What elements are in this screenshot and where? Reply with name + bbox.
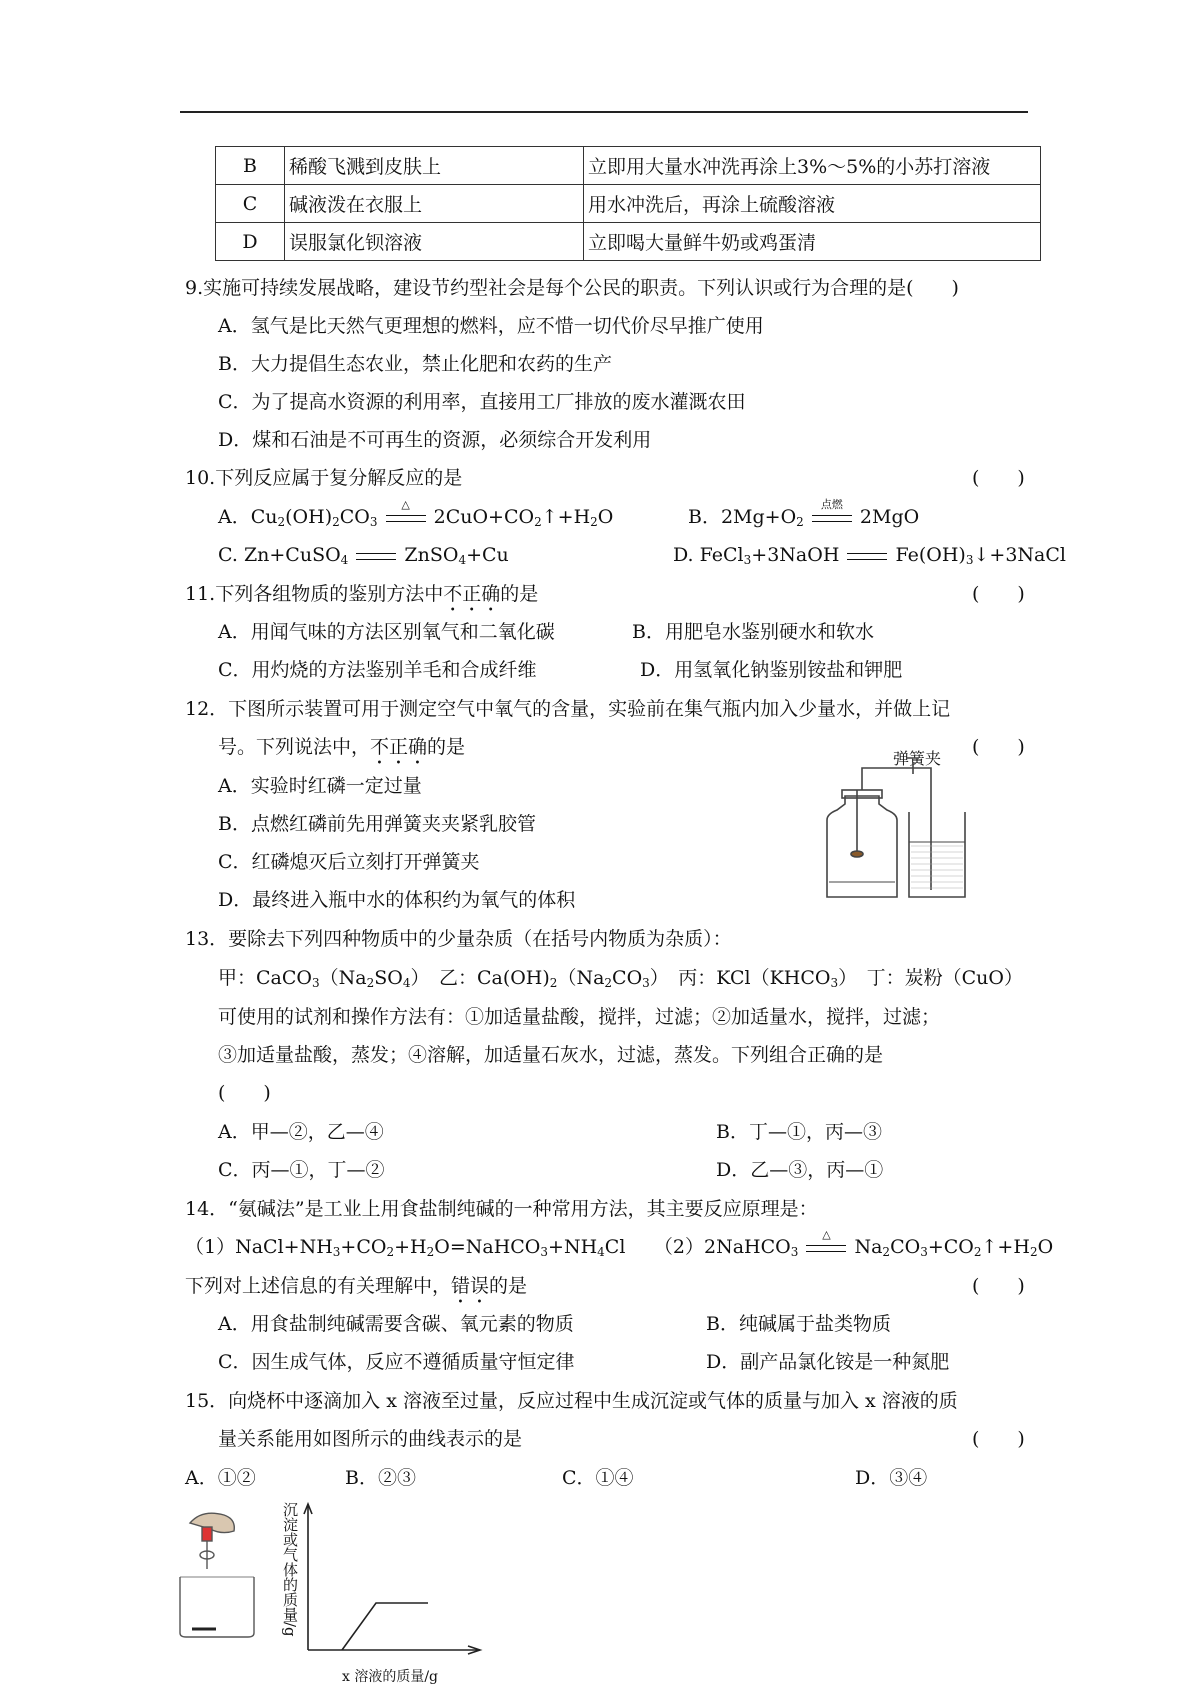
q12-option-b: B．点燃红磷前先用弹簧夹夹紧乳胶管 <box>218 813 536 835</box>
row-key: D <box>216 223 285 261</box>
q14-answer-paren: ( ) <box>972 1275 1025 1297</box>
q13-option-d: D．乙—③，丙—① <box>716 1159 884 1181</box>
q9-option-d: D．煤和石油是不可再生的资源，必须综合开发利用 <box>218 429 652 451</box>
q14-option-b: B．纯碱属于盐类物质 <box>706 1313 891 1335</box>
q13-stem: 13．要除去下列四种物质中的少量杂质（在括号内物质为杂质）： <box>185 928 732 950</box>
q10-option-d: D. FeCl$_3$+3NaOH $Fe(OH)_3↓+3NaCl$ <box>673 544 1066 567</box>
q14-option-d: D．副产品氯化铵是一种氮肥 <box>706 1351 950 1373</box>
row-treatment: 立即用大量水冲洗再涂上3%～5%的小苏打溶液 <box>584 147 1041 185</box>
q13-option-c: C．丙—①，丁—② <box>218 1159 385 1181</box>
row-accident: 碱液泼在衣服上 <box>285 185 584 223</box>
q11-option-c: C．用灼烧的方法鉴别羊毛和合成纤维 <box>218 659 537 681</box>
q11-option-a: A．用闻气味的方法区别氧气和二氧化碳 <box>218 621 555 643</box>
q10-option-a: A．$Cu_2(OH)_2CO_3$ △ $2CuO+CO_2↑+H_2O$ <box>218 498 614 529</box>
q13-methods-line1: 可使用的试剂和操作方法有：①加适量盐酸，搅拌，过滤；②加适量水，搅拌，过滤； <box>218 1006 941 1028</box>
q15-stem-line2: 量关系能用如图所示的曲线表示的是 <box>218 1428 523 1450</box>
row-accident: 误服氯化钡溶液 <box>285 223 584 261</box>
row-key: B <box>216 147 285 185</box>
row-treatment: 立即喝大量鲜牛奶或鸡蛋清 <box>584 223 1041 261</box>
q14-reactions: $(1)NaCl+NH_3+CO_2+H_2O=NaHCO_3+NH_4Cl$ （2）2NaHCO$_3$ △ $Na_2CO_3+CO_2↑+H_2O$ <box>185 1228 1054 1259</box>
q10-stem: 10.下列反应属于复分解反应的是 <box>185 467 463 489</box>
q12-option-d: D．最终进入瓶中水的体积约为氧气的体积 <box>218 889 576 911</box>
row-treatment: 用水冲洗后，再涂上硫酸溶液 <box>584 185 1041 223</box>
q12-answer-paren: ( ) <box>972 736 1025 758</box>
q9-option-b: B．大力提倡生态农业，禁止化肥和农药的生产 <box>218 353 612 375</box>
table-row <box>216 147 1041 185</box>
q12-stem-line2: 号。下列说法中，不正确的是 <box>218 736 466 758</box>
q13-substances: 甲：$CaCO_3(Na_2SO_4)$ 乙：$Ca(OH)_2(Na_2CO_3)$ 丙：$KCl(KHCO_3)$ 丁：炭粉（CuO） <box>218 967 1023 990</box>
q11-option-d: D．用氢氧化钠鉴别铵盐和钾肥 <box>640 659 903 681</box>
spring-clip-label: 弹簧夹 <box>893 749 942 768</box>
q9-option-c: C．为了提高水资源的利用率，直接用工厂排放的废水灌溉农田 <box>218 391 746 413</box>
q13-option-b: B．丁—①，丙—③ <box>716 1121 882 1143</box>
q14-stem-line3: 下列对上述信息的有关理解中，错误的是 <box>185 1275 528 1297</box>
q11-option-b: B．用肥皂水鉴别硬水和软水 <box>632 621 874 643</box>
dropper-beaker-figure <box>172 1505 264 1640</box>
q15-option-d: D．③④ <box>855 1467 928 1489</box>
q15-stem-line1: 15．向烧杯中逐滴加入 x 溶液至过量，反应过程中生成沉淀或气体的质量与加入 x 溶液的质 <box>185 1390 958 1412</box>
q11-answer-paren: ( ) <box>972 583 1025 605</box>
q9-option-a: A．氢气是比天然气更理想的燃料，应不惜一切代价尽早推广使用 <box>218 315 764 337</box>
curve-line <box>342 1603 428 1650</box>
oxygen-apparatus-figure <box>815 742 985 902</box>
q12-option-c: C．红磷熄灭后立刻打开弹簧夹 <box>218 851 480 873</box>
q15-option-a: A．①② <box>185 1467 256 1489</box>
lab-safety-table <box>215 146 1041 261</box>
q11-stem: 11.下列各组物质的鉴别方法中不正确的是 <box>185 583 539 605</box>
row-accident: 稀酸飞溅到皮肤上 <box>285 147 584 185</box>
precipitate-mass-graph <box>280 1500 490 1690</box>
x-axis-label: x 溶液的质量/g <box>342 1669 439 1685</box>
header-rule <box>180 111 1028 113</box>
q15-option-b: B．②③ <box>345 1467 416 1489</box>
q10-option-b: B．$2Mg+O_2$ 点燃 2MgO <box>688 498 920 529</box>
q10-option-c: C. Zn+CuSO$_4$ ZnSO$_4$+Cu <box>218 544 509 567</box>
q14-option-c: C．因生成气体，反应不遵循质量守恒定律 <box>218 1351 575 1373</box>
table-row <box>216 185 1041 223</box>
q14-option-a: A．用食盐制纯碱需要含碳、氧元素的物质 <box>218 1313 574 1335</box>
q15-option-c: C．①④ <box>562 1467 634 1489</box>
q10-answer-paren: ( ) <box>972 467 1025 489</box>
q13-answer-paren: ( ) <box>218 1082 271 1104</box>
row-key: C <box>216 185 285 223</box>
table-row <box>216 223 1041 261</box>
q13-methods-line2: ③加适量盐酸，蒸发；④溶解，加适量石灰水，过滤，蒸发。下列组合正确的是 <box>218 1044 884 1066</box>
q12-stem-line1: 12．下图所示装置可用于测定空气中氧气的含量，实验前在集气瓶内加入少量水，并做上记 <box>185 698 951 720</box>
q13-option-a: A．甲—②，乙—④ <box>218 1121 384 1143</box>
q14-stem: 14．“氨碱法”是工业上用食盐制纯碱的一种常用方法，其主要反应原理是： <box>185 1198 818 1220</box>
y-axis-label: 沉淀或气体的质量/g <box>281 1502 299 1637</box>
q9-stem: 9.实施可持续发展战略，建设节约型社会是每个公民的职责。下列认识或行为合理的是( ) <box>185 277 959 299</box>
q15-answer-paren: ( ) <box>972 1428 1025 1450</box>
q12-option-a: A．实验时红磷一定过量 <box>218 775 422 797</box>
